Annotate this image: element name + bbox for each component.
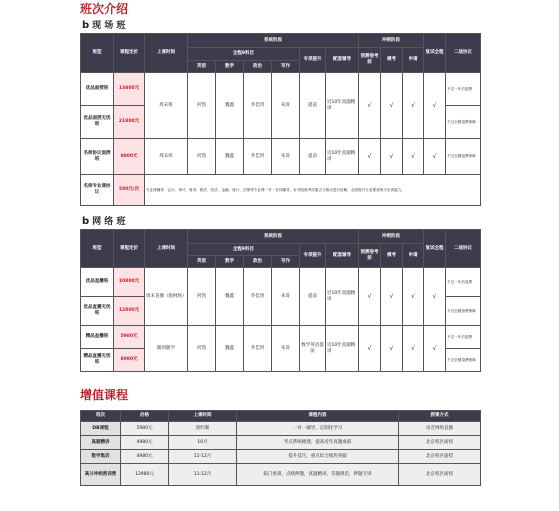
- check-mark: √: [359, 139, 381, 175]
- doc-value: 近10年真题精讲: [326, 73, 359, 139]
- teacher-math: 魏鑫: [216, 139, 244, 175]
- check-mark: √: [359, 268, 381, 326]
- teacher-english: 何凯: [188, 73, 216, 139]
- header-class: 班型: [81, 34, 114, 73]
- header-price: 课程定价: [114, 34, 145, 73]
- header-class: 班型: [81, 230, 114, 268]
- check-mark: √: [424, 268, 446, 326]
- addon-name: 高分冲刺密训营: [81, 464, 121, 486]
- header-retest: 二战协议: [446, 34, 481, 73]
- header-exam: 申请: [403, 48, 424, 73]
- class-price: 5980元: [114, 326, 145, 349]
- class-price: 13800元: [114, 73, 145, 106]
- class-time: 周末班: [145, 73, 188, 139]
- special-value: 提前: [300, 268, 326, 326]
- teacher-writing: 朱哥: [272, 73, 300, 139]
- header-subject-writing: 写作: [272, 61, 300, 73]
- addon-content: 提升技巧，重点综合模块突破: [237, 450, 399, 464]
- header-subject-politics: 政治: [244, 61, 272, 73]
- teacher-math: 魏鑫: [216, 268, 244, 326]
- header-predict: 预测卷考前: [359, 244, 381, 268]
- addon-content: 考点系统梳理，提高近年真题成绩: [237, 436, 399, 450]
- addon-header-time: 上课时间: [169, 411, 237, 422]
- header-special: 专项提升: [300, 48, 326, 73]
- retest-value: 不过全额退费保障: [446, 297, 481, 326]
- addon-time: 10月: [169, 436, 237, 450]
- bullet-marker: b: [82, 20, 90, 31]
- header-subject-math: 数学: [216, 256, 244, 268]
- addon-time: 11-12月: [169, 450, 237, 464]
- addon-time: 预约制: [169, 422, 237, 436]
- addon-header-price: 价格: [121, 411, 169, 422]
- teacher-politics: 乔佳玥: [244, 139, 272, 175]
- class-name: 精品直播无忧班: [81, 349, 114, 372]
- addon-content: 一对一辅导，定制化学习: [237, 422, 399, 436]
- section-title-addons: 增值课程: [80, 388, 129, 402]
- class-name: 优品直播班: [81, 268, 114, 297]
- addon-mode: 北京校区面授: [399, 450, 481, 464]
- class-price: 500元/次: [114, 175, 145, 206]
- addon-name: DB课程: [81, 422, 121, 436]
- header-doc: 配套辅导: [326, 48, 359, 73]
- class-name: 名师专业课协议: [81, 175, 114, 206]
- header-reexam: 复试全程: [424, 230, 446, 268]
- teacher-writing: 朱哥: [272, 139, 300, 175]
- check-mark: √: [403, 326, 424, 372]
- header-price: 课程定价: [114, 230, 145, 268]
- check-mark: √: [424, 139, 446, 175]
- header-subject-english: 英语: [188, 256, 216, 268]
- header-special: 专项提升: [300, 244, 326, 268]
- addon-price: 4980元: [121, 450, 169, 464]
- teacher-politics: 乔佳玥: [244, 268, 272, 326]
- check-mark: √: [359, 326, 381, 372]
- class-name: 精品直播班: [81, 326, 114, 349]
- addon-header-class: 班次: [81, 411, 121, 422]
- retest-value: 不过全额退费保障: [446, 139, 481, 175]
- retest-value: 不过全额退费保障: [446, 106, 481, 139]
- check-mark: √: [381, 326, 403, 372]
- class-price: 9800元: [114, 139, 145, 175]
- onsite-title: 现 场 班: [92, 21, 126, 31]
- class-name: 名师协议面授班: [81, 139, 114, 175]
- class-time: 周末班: [145, 139, 188, 175]
- addon-mode: 语音网络直播: [399, 422, 481, 436]
- check-mark: √: [424, 326, 446, 372]
- addon-price: 4980元: [121, 436, 169, 450]
- table-row: [81, 422, 481, 436]
- section-title-classes: 班次介绍: [80, 2, 129, 16]
- addon-mode: 北京校区面授: [399, 464, 481, 486]
- teacher-english: 何凯: [188, 139, 216, 175]
- check-mark: √: [381, 73, 403, 139]
- onsite-classes-table: [80, 33, 481, 206]
- addon-content: 临门密训，点睛押题，真题精讲，答题规范，押题专讲: [237, 464, 399, 486]
- teacher-politics: 乔佳玥: [244, 326, 272, 372]
- class-price: 12800元: [114, 297, 145, 326]
- teacher-politics: 乔佳玥: [244, 73, 272, 139]
- class-time: 随到随学: [145, 326, 188, 372]
- table-row: [81, 139, 481, 175]
- addon-header-mode: 授课方式: [399, 411, 481, 422]
- teacher-english: 何凯: [188, 268, 216, 326]
- special-value: 数学英语提前: [300, 326, 326, 372]
- header-subject-politics: 政治: [244, 256, 272, 268]
- header-mock: 模考: [381, 48, 403, 73]
- check-mark: √: [381, 139, 403, 175]
- header-fullsubj: 全程9科目: [188, 244, 300, 256]
- header-mock: 模考: [381, 244, 403, 268]
- table-row: [81, 436, 481, 450]
- header-system: 系统阶段: [188, 34, 359, 48]
- special-value: 提前: [300, 139, 326, 175]
- teacher-writing: 朱哥: [272, 268, 300, 326]
- addon-price: 12980元: [121, 464, 169, 486]
- retest-value: 不过一年后退费: [446, 73, 481, 106]
- online-title: 网 络 班: [92, 217, 126, 227]
- bullet-marker: b: [82, 216, 90, 227]
- teacher-math: 魏鑫: [216, 73, 244, 139]
- addon-name: 真题精讲: [81, 436, 121, 450]
- addon-time: 11-12月: [169, 464, 237, 486]
- teacher-english: 何凯: [188, 326, 216, 372]
- header-system: 系统阶段: [188, 230, 359, 244]
- onsite-subtitle: [82, 21, 125, 31]
- header-fullsubj: 全程9科目: [188, 48, 300, 61]
- online-subtitle: [82, 217, 125, 227]
- check-mark: √: [424, 73, 446, 139]
- header-doc: 配套辅导: [326, 244, 359, 268]
- addon-name: 数学集训: [81, 450, 121, 464]
- doc-value: 近10年真题精讲: [326, 139, 359, 175]
- header-exam: 申请: [403, 244, 424, 268]
- check-mark: √: [359, 73, 381, 139]
- table-row: [81, 450, 481, 464]
- retest-value: 不过一年后退费: [446, 326, 481, 349]
- addon-courses-table: [80, 410, 481, 486]
- check-mark: √: [403, 139, 424, 175]
- addon-header-content: 课程内容: [237, 411, 399, 422]
- header-predict: 预测卷考前: [359, 48, 381, 73]
- check-mark: √: [403, 268, 424, 326]
- table-row: [81, 326, 481, 349]
- class-price: 10800元: [114, 268, 145, 297]
- header-subject-writing: 写作: [272, 256, 300, 268]
- header-time: 上课时间: [145, 34, 188, 73]
- retest-value: 不过全额退费保障: [446, 349, 481, 372]
- check-mark: √: [381, 268, 403, 326]
- doc-value: 近10年真题精讲: [326, 326, 359, 372]
- online-classes-table: [80, 229, 481, 372]
- header-retest: 二战协议: [446, 230, 481, 268]
- retest-value: 不过一年后退费: [446, 268, 481, 297]
- header-reexam: 复试全程: [424, 34, 446, 73]
- class-price: 21800元: [114, 106, 145, 139]
- doc-value: 近10年真题精讲: [326, 268, 359, 326]
- teacher-math: 魏鑫: [216, 326, 244, 372]
- header-sprint: 冲刺阶段: [359, 34, 424, 48]
- header-subject-math: 数学: [216, 61, 244, 73]
- class-name: 优品直播无忧班: [81, 297, 114, 326]
- table-row: [81, 268, 481, 297]
- class-name: 优品面授班: [81, 73, 114, 106]
- class-name: 优品面授无忧班: [81, 106, 114, 139]
- class-price: 8980元: [114, 349, 145, 372]
- table-row: [81, 73, 481, 106]
- table-row: [81, 464, 481, 486]
- check-mark: √: [403, 73, 424, 139]
- special-value: 提前: [300, 73, 326, 139]
- teacher-writing: 朱哥: [272, 326, 300, 372]
- class-time: 周末直播（限网络）: [145, 268, 188, 326]
- table-row: [81, 175, 481, 206]
- header-subject-english: 英语: [188, 61, 216, 73]
- addon-mode: 北京校区面授: [399, 436, 481, 450]
- header-sprint: 冲刺阶段: [359, 230, 424, 244]
- class-description: 专业课辅导：会计、审计、财务、税法、经济、金融、统计、法律等专业课一对一在线辅导，针对院校考试重点与难点进行讲解，全面提升专业课成绩与应试能力。: [145, 175, 481, 206]
- addon-price: 5980元: [121, 422, 169, 436]
- header-time: 上课时间: [145, 230, 188, 268]
